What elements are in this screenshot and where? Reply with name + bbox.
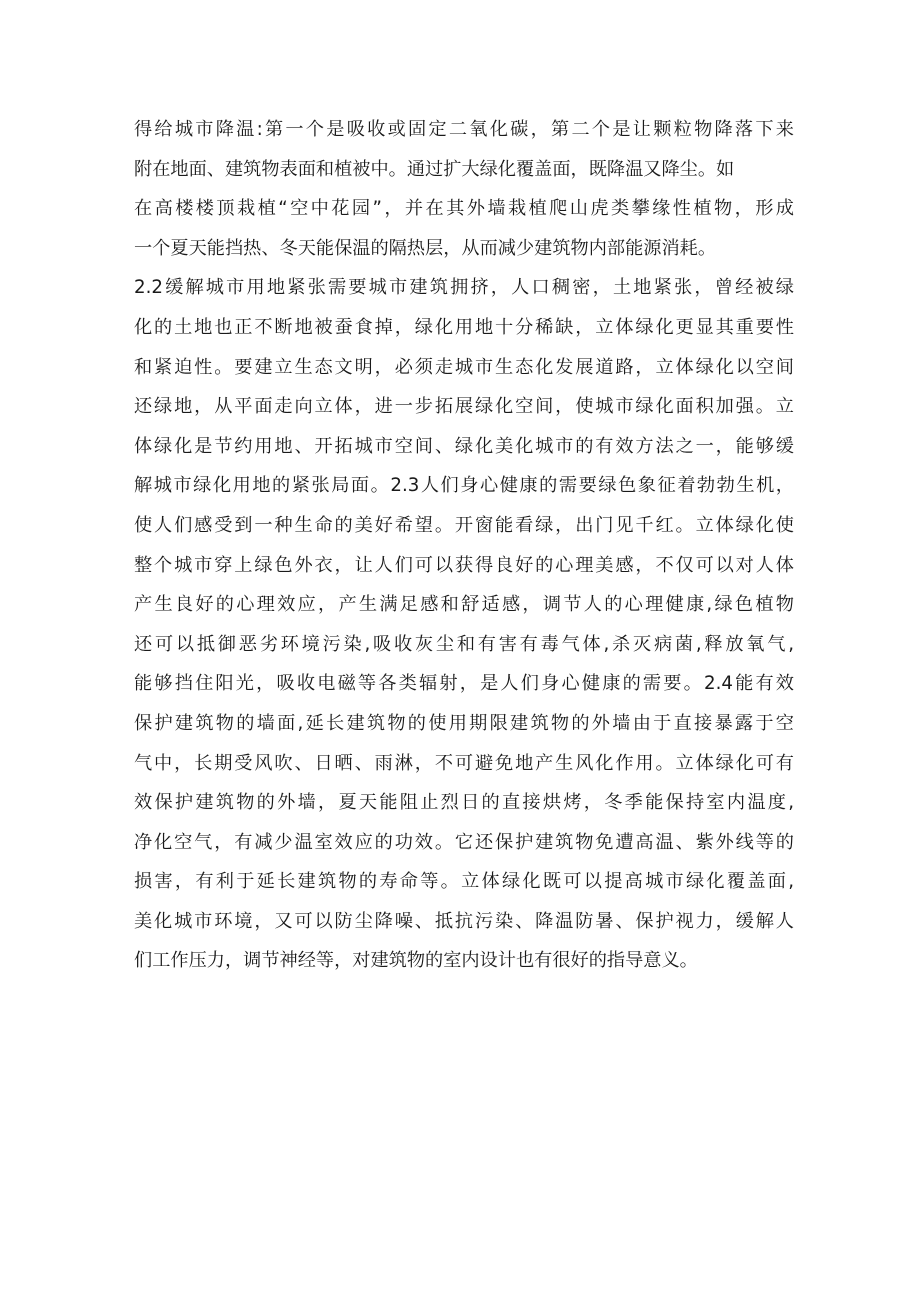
- text-line: 能够挡住阳光，吸收电磁等各类辐射，是人们身心健康的需要。2.4能有效: [134, 673, 794, 695]
- text-line: 体绿化是节约用地、开拓城市空间、绿化美化城市的有效方法之一，能够缓: [134, 435, 794, 457]
- text-line: 一个夏天能挡热、冬天能保温的隔热层，从而减少建筑物内部能源消耗。: [134, 237, 717, 259]
- text-line: 2.2缓解城市用地紧张需要城市建筑拥挤，人口稠密，土地紧张，曾经被绿: [134, 277, 794, 299]
- text-line: 和紧迫性。要建立生态文明，必须走城市生态化发展道路，立体绿化以空间: [134, 356, 794, 378]
- text-line: 使人们感受到一种生命的美好希望。开窗能看绿，出门见千红。立体绿化使: [134, 514, 794, 536]
- text-line: 气中，长期受风吹、日晒、雨淋，不可避免地产生风化作用。立体绿化可有: [134, 752, 794, 774]
- text-line: 整个城市穿上绿色外衣，让人们可以获得良好的心理美感，不仅可以对人体: [134, 554, 794, 576]
- text-line: 美化城市环境，又可以防尘降噪、抵抗污染、降温防暑、保护视力，缓解人: [134, 910, 794, 932]
- text-line: 在高楼楼顶栽植“空中花园”，并在其外墙栽植爬山虎类攀缘性植物，形成: [134, 198, 794, 220]
- text-line: 附在地面、建筑物表面和植被中。通过扩大绿化覆盖面，既降温又降尘。如: [134, 158, 735, 180]
- text-line: 净化空气，有减少温室效应的功效。它还保护建筑物免遭高温、紫外线等的: [134, 831, 794, 853]
- text-line: 损害，有利于延长建筑物的寿命等。立体绿化既可以提高城市绿化覆盖面,: [134, 871, 794, 893]
- body-paragraph: [134, 110, 794, 981]
- text-line: 解城市绿化用地的紧张局面。2.3人们身心健康的需要绿色象征着勃勃生机，: [134, 475, 794, 497]
- text-line: 们工作压力，调节神经等，对建筑物的室内设计也有很好的指导意义。: [134, 950, 698, 972]
- text-line: 化的土地也正不断地被蚕食掉，绿化用地十分稀缺，立体绿化更显其重要性: [134, 316, 794, 338]
- text-line: 产生良好的心理效应，产生满足感和舒适感，调节人的心理健康,绿色植物: [134, 594, 794, 616]
- text-line: 还绿地，从平面走向立体，进一步拓展绿化空间，使城市绿化面积加强。立: [134, 396, 794, 418]
- text-line: 还可以抵御恶劣环境污染,吸收灰尘和有害有毒气体,杀灭病菌,释放氧气,: [134, 633, 794, 655]
- text-line: 得给城市降温:第一个是吸收或固定二氧化碳，第二个是让颗粒物降落下来: [134, 119, 794, 140]
- text-line: 保护建筑物的墙面,延长建筑物的使用期限建筑物的外墙由于直接暴露于空: [134, 712, 794, 734]
- text-line: 效保护建筑物的外墙，夏天能阻止烈日的直接烘烤，冬季能保持室内温度,: [134, 792, 794, 814]
